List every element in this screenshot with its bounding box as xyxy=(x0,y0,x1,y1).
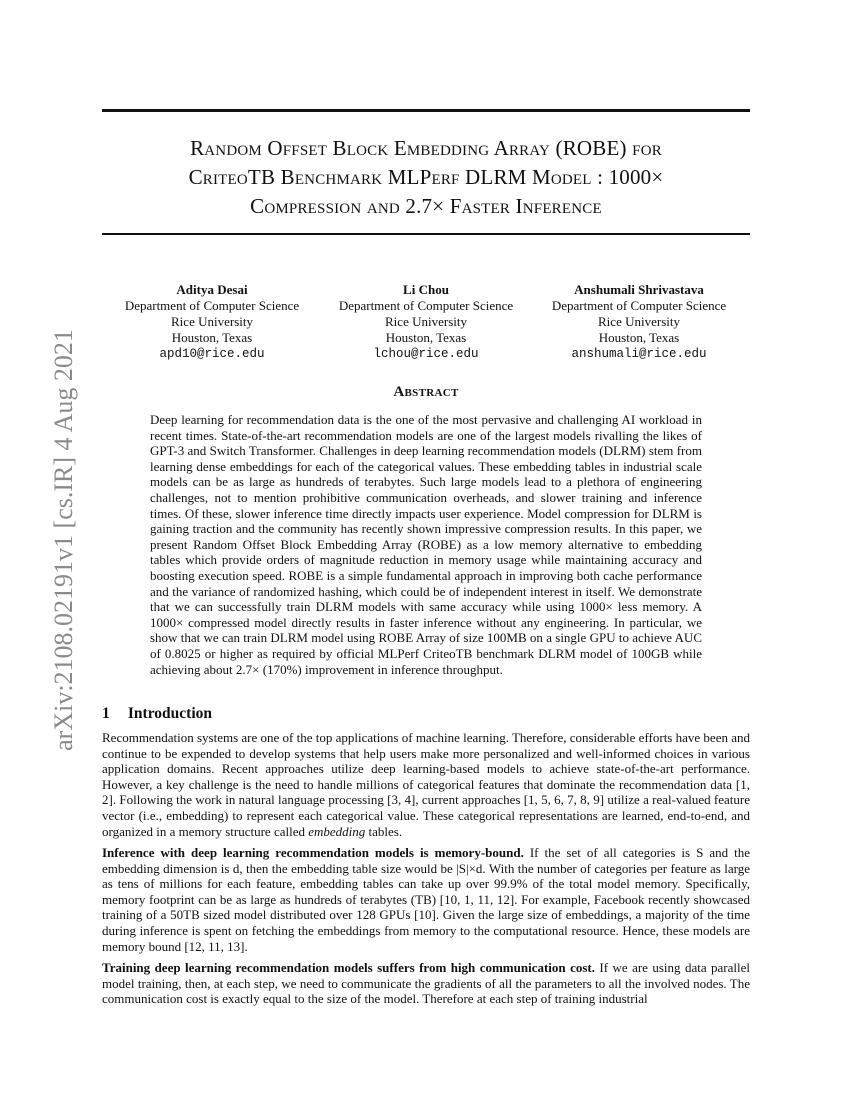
author-university: Rice University xyxy=(598,314,680,329)
arxiv-stamp xyxy=(44,300,84,780)
author-department: Department of Computer Science xyxy=(338,298,514,313)
paragraph-text: If we are using data parallel model training, then, at each step, we need to communicate the gradients of all the parameters to all the involved nodes. The communication cost is exactly equal to the size of the model. Therefore at each step of training industrial xyxy=(102,960,750,1007)
intro-paragraph-2 xyxy=(102,845,750,954)
author-email[interactable]: anshumali@rice.edu xyxy=(571,347,707,361)
author-name: Anshumali Shrivastava xyxy=(574,282,704,297)
author-city: Houston, Texas xyxy=(598,330,680,345)
author-city: Houston, Texas xyxy=(171,330,253,345)
author-name: Aditya Desai xyxy=(176,282,248,297)
title-line-2: CriteoTB Benchmark MLPerf DLRM Model : 1000× xyxy=(188,165,664,189)
paper-title xyxy=(102,134,750,221)
title-bottom-rule xyxy=(102,233,750,235)
author-email[interactable]: lchou@rice.edu xyxy=(373,347,479,361)
author-name: Li Chou xyxy=(403,282,449,297)
abstract-text: Deep learning for recommendation data is the one of the most pervasive and challenging AI workload in recent times. State-of-the-art recommendation models are one of the largest models rivalling the likes of GPT-3 and Switch Transformer. Challenges in deep learning recommendation models (DLRM) stem from learning dense embeddings for each of the categorical values. These embedding tables in industrial scale models can be as large as hundreds of terabytes. Such large models lead to a plethora of engineering challenges, not to mention prohibitive communication overheads, and slower training and inference times. Of these, slower inference time directly impacts user experience. Model compression for DLRM is gaining traction and the community has recently shown impressive compression results. In this paper, we present Random Offset Block Embedding Array (ROBE) as a low memory alternative to embedding tables which provide orders of magnitude reduction in memory usage while maintaining accuracy and boosting execution speed. ROBE is a simple fundamental approach in improving both cache performance and the variance of randomized hashing, which could be of independent interest in itself. We demonstrate that we can successfully train DLRM models with same accuracy while using 1000× less memory. A 1000× compressed model directly results in faster inference without any engineering. In particular, we show that we can train DLRM model using ROBE Array of size 100MB on a single GPU to achieve AUC of 0.8025 or higher as required by official MLPerf CriteoTB benchmark DLRM model of 100GB while achieving about 2.7× (170%) improvement in inference throughput. xyxy=(150,412,702,677)
paragraph-lead: Inference with deep learning recommendation models is memory-bound. xyxy=(102,845,524,860)
title-top-rule xyxy=(102,109,750,112)
title-line-3: Compression and 2.7× Faster Inference xyxy=(250,194,602,218)
paragraph-text: If the set of all categories is S and the embedding dimension is d, then the embedding table size would be |S|×d. With the number of categories per feature as large as tens of millions for each feature, embedding tables can take up over 99.9% of the total model memory. Specifically, memory footprint can be as large as hundreds of terabytes (TB) [10, 1, 11, 12]. For example, Facebook recently showcased training of a 50TB sized model distributed over 128 GPUs [10]. Given the large size of embeddings, a majority of the time during inference is spent on fetching the embeddings from memory to the computational resource. Hence, these models are memory bound [12, 11, 13]. xyxy=(102,845,750,954)
intro-paragraph-3 xyxy=(102,960,750,1007)
section-title: Introduction xyxy=(127,705,212,722)
author-3 xyxy=(528,282,750,362)
author-email[interactable]: apd10@rice.edu xyxy=(159,347,265,361)
intro-paragraph-1 xyxy=(102,730,750,839)
paragraph-lead: Training deep learning recommendation models suffers from high communication cost. xyxy=(102,960,595,975)
author-department: Department of Computer Science xyxy=(124,298,300,313)
author-department: Department of Computer Science xyxy=(551,298,727,313)
section-heading xyxy=(102,705,212,723)
paragraph-text: Recommendation systems are one of the top applications of machine learning. Therefore, considerable efforts have been and continue to be expended to develop systems that help users make more personalized and well-informed choices in various application domains. Recent approaches utilize deep learning-based models to achieve state-of-the-art performance. However, a key challenge is the need to handle millions of categorical features that dominate the recommendation data [1, 2]. Following the work in natural language processing [3, 4], current approaches [1, 5, 6, 7, 8, 9] utilize a real-valued feature vector (i.e., embedding) to represent each categorical value. These categorical representations are learned, end-to-end, and organized in a memory structure called xyxy=(102,730,750,839)
section-number: 1 xyxy=(102,705,110,722)
author-2 xyxy=(316,282,536,362)
author-city: Houston, Texas xyxy=(385,330,467,345)
paragraph-tail: tables. xyxy=(365,823,403,839)
author-university: Rice University xyxy=(171,314,253,329)
arxiv-stamp-text: arXiv:2108.02191v1 [cs.IR] 4 Aug 2021 xyxy=(49,329,78,751)
emphasis-term: embedding xyxy=(308,823,366,839)
title-line-1: Random Offset Block Embedding Array (ROBE) for xyxy=(190,136,662,160)
author-1 xyxy=(102,282,322,362)
author-university: Rice University xyxy=(385,314,467,329)
abstract-heading: Abstract xyxy=(393,384,459,400)
